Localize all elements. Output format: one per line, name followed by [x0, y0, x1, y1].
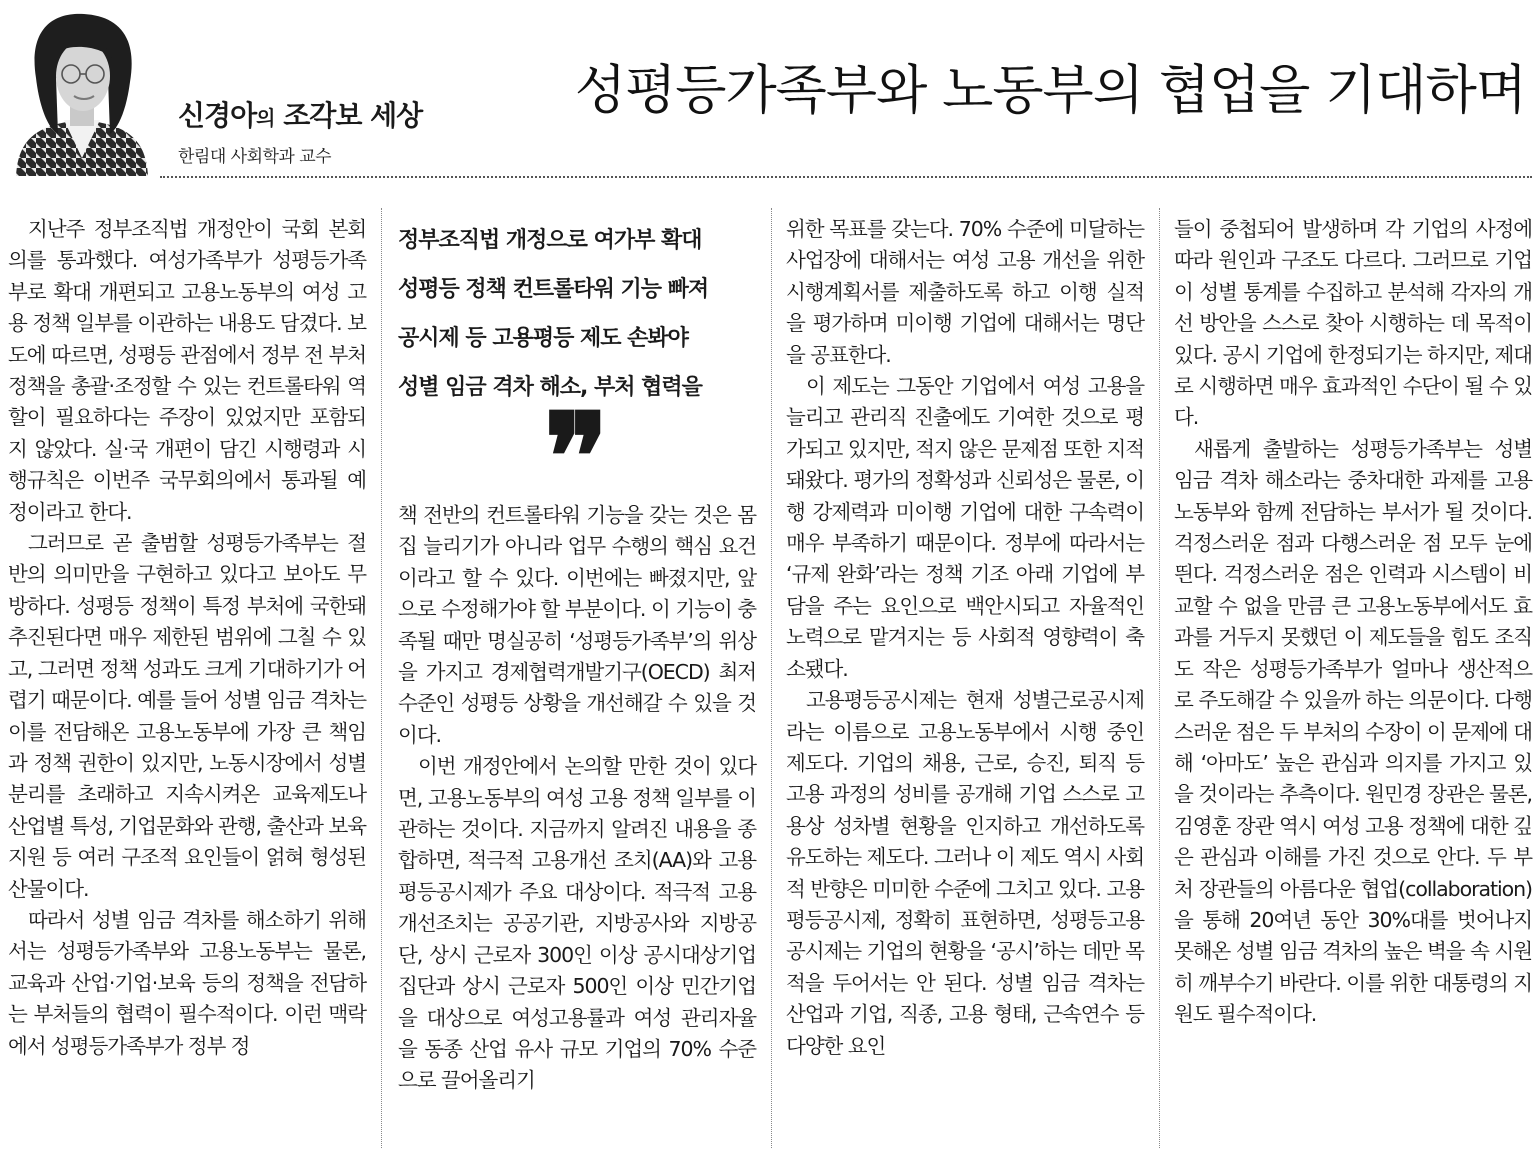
column-name	[178, 94, 422, 134]
pull-quote-line: 성별 임금 격차 해소, 부처 협력을	[398, 375, 702, 400]
pull-quote-line: 정부조직법 개정으로 여가부 확대	[398, 228, 702, 253]
column-header	[0, 0, 1540, 178]
paragraph: 그러므로 곧 출범할 성평등가족부는 절반의 의미만을 구현하고 있다고 보아도 무방하다. 성평등 정책이 특정 부처에 국한돼 추진된다면 매우 제한된 범위에 그칠 수 있고, 그러면 정책 성과도 크게 기대하기가 어렵기 때문이다. 예를 들어 성별 임금 격차는 이를 전담해온 고용노동부에 가장 큰 책임과 정책 권한이 있지만, 노동시장에서 성별 분리를 초래하고 지속시켜온 교육제도나 산업별 특성, 기업문화와 관행, 출산과 보육지원 등 여러 구조적 요인들이 얽혀 형성된 산물이다.	[8, 531, 366, 901]
paragraph: 지난주 정부조직법 개정안이 국회 본회의를 통과했다. 여성가족부가 성평등가족부로 확대 개편되고 고용노동부의 여성 고용 정책 일부를 이관하는 내용도 담겼다. 보도에 따르면, 성평등 관점에서 정부 전 부처 정책을 총괄·조정할 수 있는 컨트롤타워 역할이 필요하다는 주장이 있었지만 포함되지 않았다. 실·국 개편이 담긴 시행령과 시행규칙은 이번주 국무회의에서 통과될 예정이라고 한다.	[8, 217, 366, 524]
paragraph: 따라서 성별 임금 격차를 해소하기 위해서는 성평등가족부와 고용노동부는 물론, 교육과 산업·기업·보육 등의 정책을 전담하는 부처들의 협력이 필수적이다. 이런 맥락에서 성평등가족부가 정부 정	[8, 907, 366, 1058]
column-name-series: 조각보 세상	[274, 99, 423, 132]
closing-quote-icon: ❞	[544, 387, 609, 528]
column-rule	[1159, 208, 1160, 1148]
paragraph: 들이 중첩되어 발생하며 각 기업의 사정에 따라 원인과 구조도 다르다. 그러므로 기업이 성별 통계를 수집하고 분석해 각자의 개선 방안을 스스로 찾아 시행하는 데 목적이 있다. 공시 기업에 한정되기는 하지만, 제대로 시행하면 매우 효과적인 수단이 될 수 있다.	[1174, 217, 1532, 430]
author-portrait	[6, 8, 158, 176]
body-column-2	[398, 500, 756, 1097]
pull-quote	[398, 216, 756, 412]
paragraph: 새롭게 출발하는 성평등가족부는 성별 임금 격차 해소라는 중차대한 과제를 고용노동부와 함께 전담하는 부서가 될 것이다. 걱정스러운 점과 다행스러운 점 모두 눈에 띈다. 걱정스러운 점은 인력과 시스템이 비교할 수 없을 만큼 큰 고용노동부에서도 효과를 거두지 못했던 이 제도들을 힘도 조직도 작은 성평등가족부가 얼마나 생산적으로 주도해갈 수 있을까 하는 의문이다. 다행스러운 점은 두 부처의 수장이 이 문제에 대해 ‘아마도’ 높은 관심과 의지를 가지고 있을 것이라는 추측이다. 원민경 장관은 물론, 김영훈 장관 역시 여성 고용 정책에 대한 깊은 관심과 이해를 가진 것으로 안다. 두 부처 장관들의 아름다운 협업(collaboration)을 통해 20여년 동안 30%대를 벗어나지 못해온 성별 임금 격차의 높은 벽을 속 시원히 깨부수기 바란다. 이를 위한 대통령의 지원도 필수적이다.	[1174, 436, 1532, 1027]
headline: 성평등가족부와 노동부의 협업을 기대하며	[574, 60, 1526, 121]
column-name-particle: 의	[256, 106, 275, 130]
pull-quote-line: 성평등 정책 컨트롤타워 기능 빠져	[398, 277, 709, 302]
paragraph: 책 전반의 컨트롤타워 기능을 갖는 것은 몸집 늘리기가 아니라 업무 수행의 핵심 요건이라고 할 수 있다. 이번에는 빠졌지만, 앞으로 수정해가야 할 부분이다. 이 기능이 충족될 때만 명실공히 ‘성평등가족부’의 위상을 가지고 경제협력개발기구(OECD) 최저 수준인 성평등 상황을 개선해갈 수 있을 것이다.	[398, 503, 756, 747]
paragraph: 고용평등공시제는 현재 성별근로공시제라는 이름으로 고용노동부에서 시행 중인 제도다. 기업의 채용, 근로, 승진, 퇴직 등 고용 과정의 성비를 공개해 기업 스스로 고용상 성차별 현황을 인지하고 개선하도록 유도하는 제도다. 그러나 이 제도 역시 사회적 반향은 미미한 수준에 그치고 있다. 고용평등공시제, 정확히 표현하면, 성평등고용공시제는 기업의 현황을 ‘공시’하는 데만 목적을 두어서는 안 된다. 성별 임금 격차는 산업과 기업, 직종, 고용 형태, 근속연수 등 다양한 요인	[786, 688, 1144, 1058]
column-rule	[771, 208, 772, 1148]
author-affiliation: 한림대 사회학과 교수	[178, 147, 332, 167]
column-rule	[381, 208, 382, 1148]
column-name-author: 신경아	[178, 99, 257, 132]
paragraph: 이 제도는 그동안 기업에서 여성 고용을 늘리고 관리직 진출에도 기여한 것으로 평가되고 있지만, 적지 않은 문제점 또한 지적돼왔다. 평가의 정확성과 신뢰성은 물론, 이행 강제력과 미이행 기업에 대한 구속력이 매우 부족하기 때문이다. 정부에 따라서는 ‘규제 완화’라는 정책 기조 아래 기업에 부담을 주는 요인으로 백안시되고 자율적인 노력으로 맡겨지는 등 사회적 영향력이 축소됐다.	[786, 374, 1144, 681]
paragraph: 이번 개정안에서 논의할 만한 것이 있다면, 고용노동부의 여성 고용 정책 일부를 이관하는 것이다. 지금까지 알려진 내용을 종합하면, 적극적 고용개선 조치(AA)와 고용평등공시제가 주요 대상이다. 적극적 고용개선조치는 공공기관, 지방공사와 지방공단, 상시 근로자 300인 이상 공시대상기업집단과 상시 근로자 500인 이상 민간기업을 대상으로 여성고용률과 여성 관리자율을 동종 산업 유사 규모 기업의 70% 수준으로 끌어올리기	[398, 754, 756, 1093]
body-column-1	[8, 214, 366, 1062]
body-column-3	[786, 214, 1144, 1062]
header-divider	[160, 176, 1532, 178]
body-column-4	[1174, 214, 1532, 1031]
paragraph: 위한 목표를 갖는다. 70% 수준에 미달하는 사업장에 대해서는 여성 고용 개선을 위한 시행계획서를 제출하도록 하고 이행 실적을 평가하며 미이행 기업에 대해서는 명단을 공표한다.	[786, 217, 1144, 367]
pull-quote-line: 공시제 등 고용평등 제도 손봐야	[398, 326, 688, 351]
